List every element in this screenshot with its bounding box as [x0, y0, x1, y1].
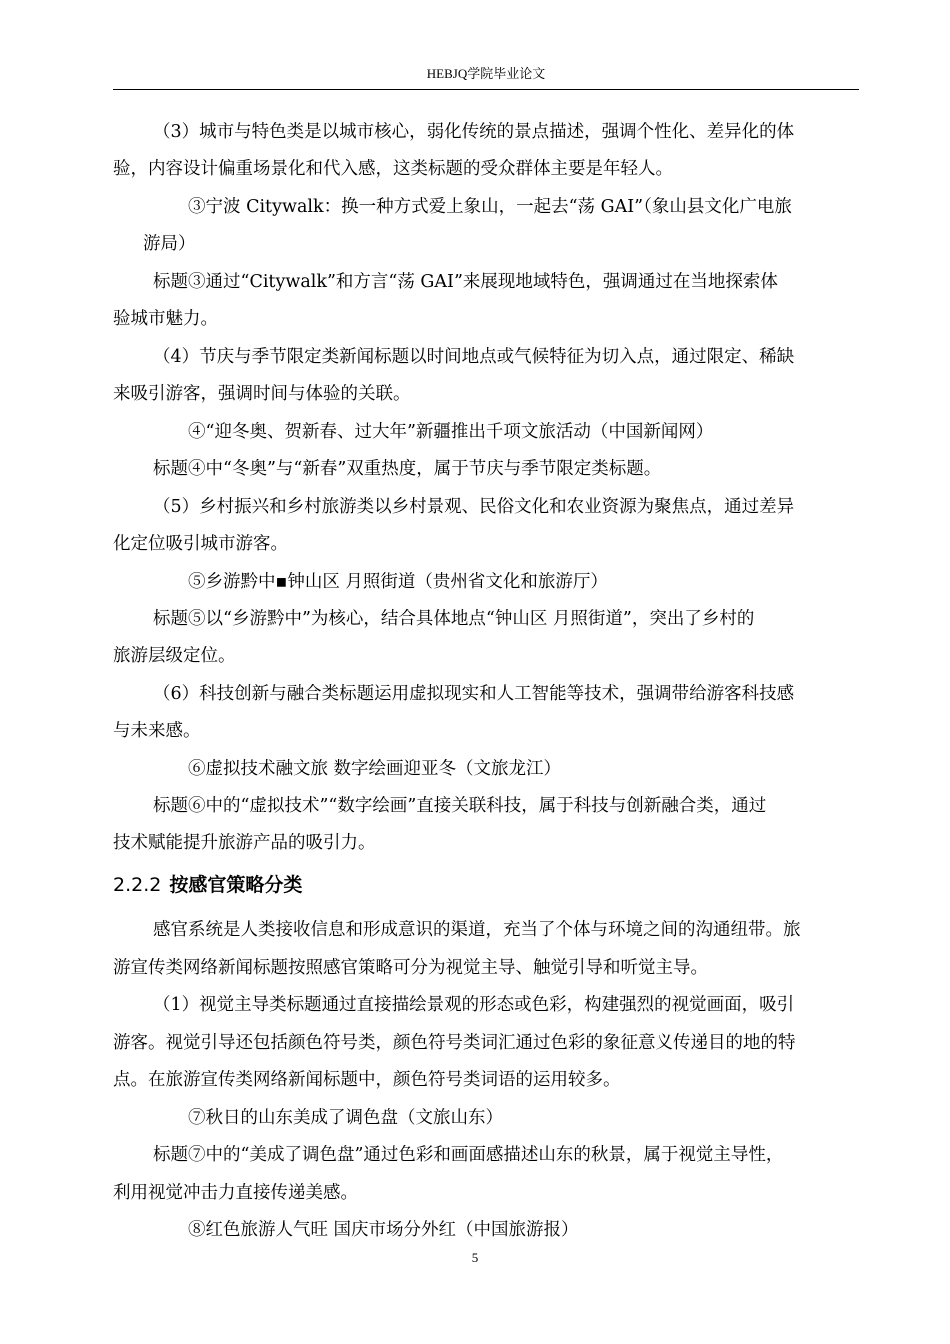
page-header: HEBJQ学院毕业论文: [426, 66, 546, 81]
paragraph-line: （6）科技创新与融合类标题运用虚拟现实和人工智能等技术，强调带给游客科技感: [153, 684, 795, 704]
section-title: 按感官策略分类: [169, 874, 303, 896]
example-title-line: ⑤乡游黔中▪钟山区 月照街道（贵州省文化和旅游厅）: [188, 572, 608, 592]
example-title-line: ③宁波 Citywalk：换一种方式爱上象山，一起去“荡 GAI”（象山县文化广电旅: [188, 197, 792, 217]
paragraph-line: 游客。视觉引导还包括颜色符号类，颜色符号类词汇通过色彩的象征意义传递目的地的特: [113, 1033, 796, 1053]
section-number: 2.2.2: [113, 874, 162, 896]
analysis-line: 标题⑦中的“美成了调色盘”通过色彩和画面感描述山东的秋景，属于视觉主导性，: [153, 1145, 784, 1165]
example-title-line: ④“迎冬奥、贺新春、过大年”新疆推出千项文旅活动（中国新闻网）: [188, 422, 714, 442]
example-title-line: ⑦秋日的山东美成了调色盘（文旅山东）: [188, 1108, 503, 1128]
analysis-line: 验城市魅力。: [113, 309, 218, 329]
paragraph-line: （5）乡村振兴和乡村旅游类以乡村景观、民俗文化和农业资源为聚焦点，通过差异: [153, 497, 795, 517]
paragraph-line: 与未来感。: [113, 721, 201, 741]
paragraph-line: 点。在旅游宣传类网络新闻标题中，颜色符号类词语的运用较多。: [113, 1070, 621, 1090]
analysis-line: 技术赋能提升旅游产品的吸引力。: [113, 833, 376, 853]
analysis-line: 标题⑤以“乡游黔中”为核心，结合具体地点“钟山区 月照街道”，突出了乡村的: [153, 609, 755, 629]
analysis-line: 标题⑥中的“虚拟技术”“数字绘画”直接关联科技，属于科技与创新融合类，通过: [153, 796, 767, 816]
paragraph-line: 游宣传类网络新闻标题按照感官策略可分为视觉主导、触觉引导和听觉主导。: [113, 958, 708, 978]
page-number: 5: [471, 1250, 479, 1265]
header-divider: [113, 89, 859, 90]
example-title-line: 游局）: [143, 234, 196, 254]
analysis-line: 旅游层级定位。: [113, 646, 236, 666]
analysis-line: 利用视觉冲击力直接传递美感。: [113, 1183, 358, 1203]
paragraph-line: 化定位吸引城市游客。: [113, 534, 288, 554]
analysis-line: 标题④中“冬奥”与“新春”双重热度，属于节庆与季节限定类标题。: [153, 459, 662, 479]
paragraph-line: 感官系统是人类接收信息和形成意识的渠道，充当了个体与环境之间的沟通纽带。旅: [153, 920, 801, 940]
paragraph-line: 来吸引游客，强调时间与体验的关联。: [113, 384, 411, 404]
paragraph-line: 验，内容设计偏重场景化和代入感，这类标题的受众群体主要是年轻人。: [113, 159, 673, 179]
analysis-line: 标题③通过“Citywalk”和方言“荡 GAI”来展现地域特色，强调通过在当地探索体: [153, 272, 778, 292]
paragraph-line: （4）节庆与季节限定类新闻标题以时间地点或气候特征为切入点，通过限定、稀缺: [153, 347, 795, 367]
paragraph-line: （1）视觉主导类标题通过直接描绘景观的形态或色彩，构建强烈的视觉画面，吸引: [153, 995, 795, 1015]
paragraph-line: （3）城市与特色类是以城市核心，弱化传统的景点描述，强调个性化、差异化的体: [153, 122, 795, 142]
example-title-line: ⑧红色旅游人气旺 国庆市场分外红（中国旅游报）: [188, 1220, 579, 1240]
section-heading: [113, 872, 859, 898]
example-title-line: ⑥虚拟技术融文旅 数字绘画迎亚冬（文旅龙江）: [188, 759, 562, 779]
